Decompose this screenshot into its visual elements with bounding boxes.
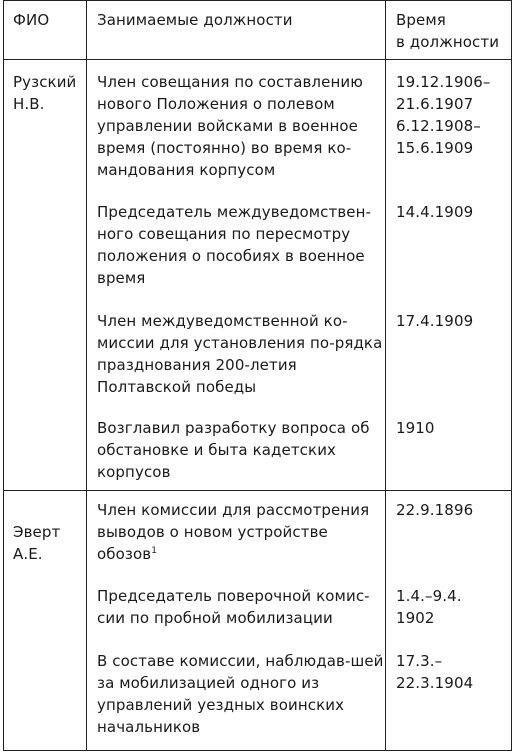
officials-table [3, 0, 512, 751]
time-line: 1902 [396, 609, 435, 627]
position-text: Председатель междуведомствен-ного совещания по пересмотру положения о пособиях в военное время [97, 203, 372, 287]
position-text [97, 499, 387, 565]
header-divider [4, 59, 511, 60]
header-time-line2: в должности [396, 33, 500, 51]
position-text: Член совещания по составлению нового Положения о полевом управлении войсками в военное время (постоянно) во время ко-мандования корпусом [97, 73, 363, 179]
table-top-border [4, 0, 511, 1]
time-line: 1910 [396, 419, 435, 437]
footnote-marker: 1 [151, 546, 158, 556]
time-line: 1.4.–9.4. [396, 587, 462, 605]
table-bottom-border [4, 750, 511, 751]
time-line: 6.12.1908– [396, 117, 481, 135]
header-name: ФИО [13, 11, 50, 29]
time-line: 19.12.1906– [396, 73, 491, 91]
position-text: Возглавил разработку вопроса об обстановке и быта кадетских корпусов [97, 419, 370, 481]
time-line: 22.9.1896 [396, 501, 474, 519]
person-name-line1: Эверт [13, 523, 61, 541]
time-line: 15.6.1909 [396, 139, 474, 157]
position-text: В составе комиссии, наблюдав-шей за мобилизацией одного из управлений уездных воинских начальников [97, 652, 384, 736]
time-line: 17.3.– [396, 652, 443, 670]
header-time-line1: Время [396, 11, 446, 29]
position-text: Член междуведомственной ко-миссии для установления по-рядка празднования 200-летия Полтавской победы [97, 312, 383, 396]
time-line: 17.4.1909 [396, 312, 474, 330]
position-text: Председатель поверочной комис-сии по пробной мобилизации [97, 587, 370, 627]
person-name-line1: Рузский [13, 73, 77, 91]
position-text-body: Член комиссии для рассмотрения выводов о новом устройстве обозов [97, 501, 370, 563]
person-name-line2: А.Е. [13, 545, 43, 563]
header-positions: Занимаемые должности [97, 11, 293, 29]
time-line: 21.6.1907 [396, 95, 474, 113]
time-line: 14.4.1909 [396, 203, 474, 221]
row-divider [4, 490, 511, 491]
person-name-line2: Н.В. [13, 95, 45, 113]
time-line: 22.3.1904 [396, 674, 474, 692]
